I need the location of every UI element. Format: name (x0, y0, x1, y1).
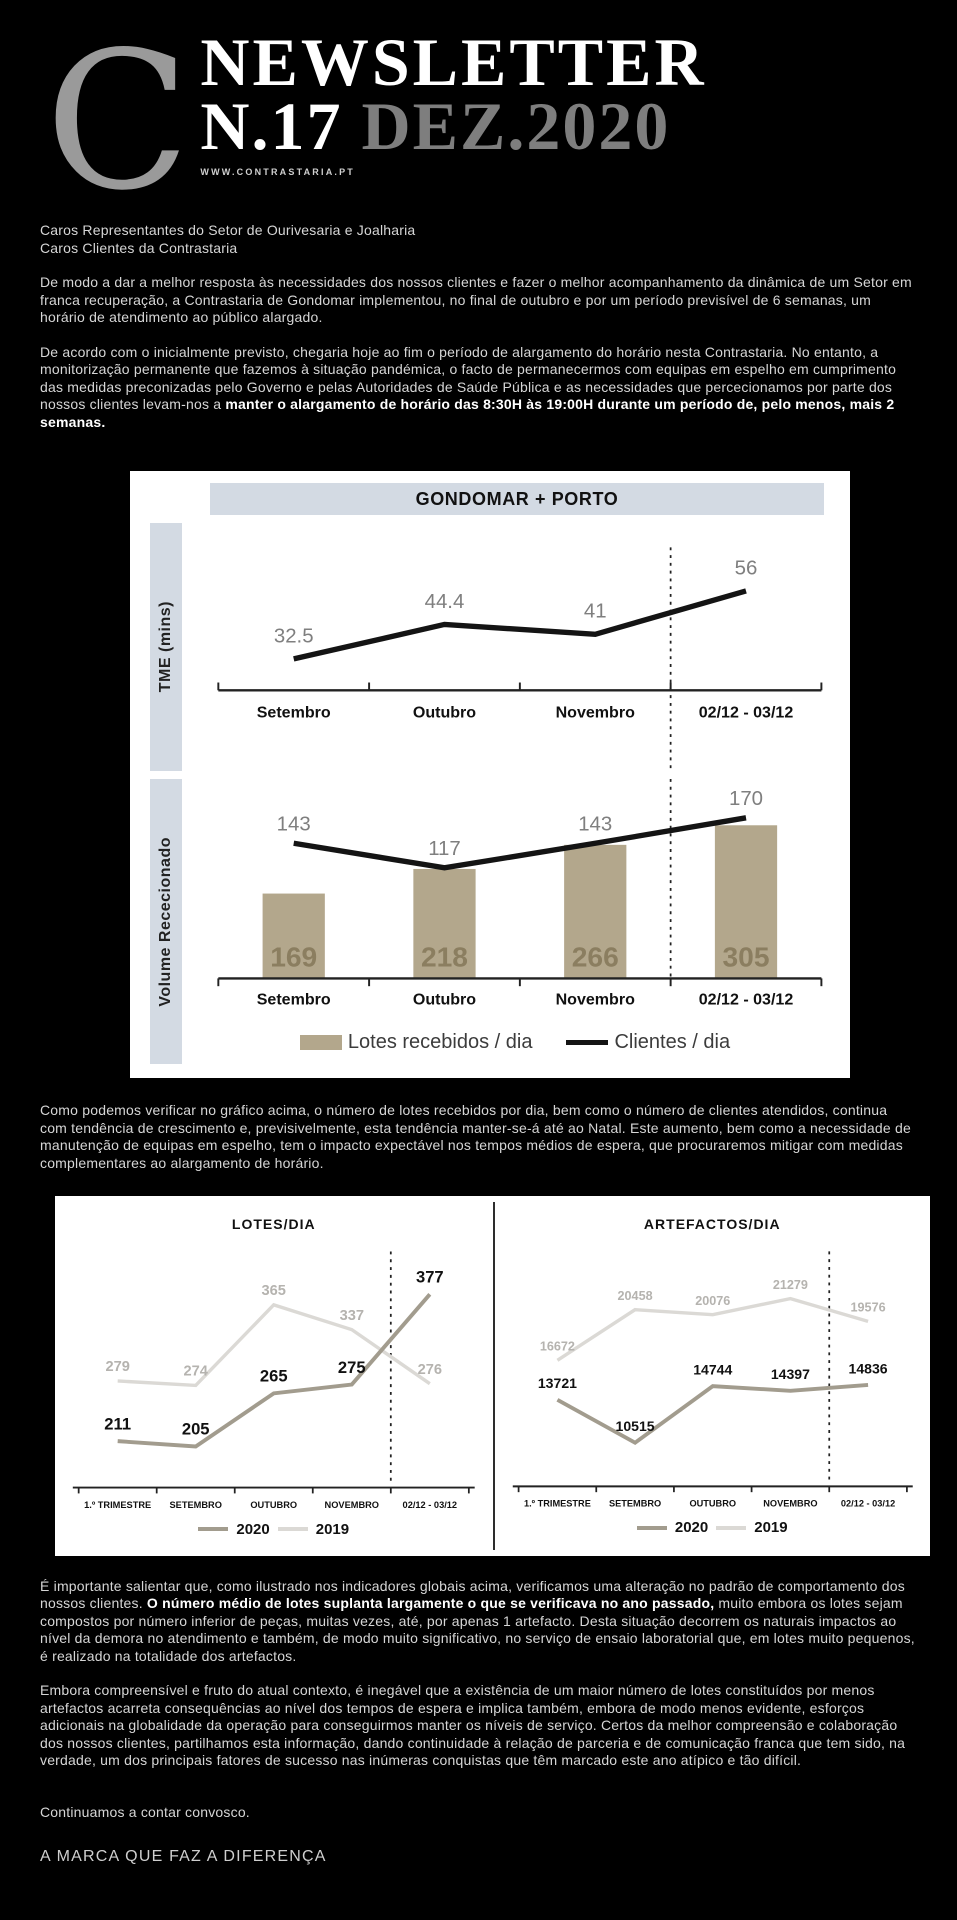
analysis-block (40, 1578, 917, 1770)
artefactos-legend (505, 1519, 921, 1544)
volume-axis-band (150, 779, 182, 1064)
site-url: WWW.CONTRASTARIA.PT (200, 167, 356, 177)
svg-text:19576: 19576 (850, 1300, 886, 1315)
svg-text:OUTUBRO: OUTUBRO (688, 1498, 736, 1509)
svg-text:Outubro: Outubro (412, 990, 477, 1009)
svg-text:170: 170 (728, 788, 764, 811)
greeting-line-1: Caros Representantes do Setor de Ourivesaria e Joalharia (40, 222, 416, 238)
analysis-paragraph-2 (40, 1682, 917, 1770)
tme-axis-band (150, 523, 182, 771)
analysis-p2-line1: Embora compreensível e fruto do atual contexto, é inegável que a existência de um maior número de lotes constituídos por menos artefactos acarreta consequências ao nível dos tempos de espera e implica também, embora de modo menos evidente, esforços adicionais na globalidade da operação para conseguirmos manter os níveis de serviço. (40, 1682, 875, 1734)
svg-text:Novembro: Novembro (555, 703, 635, 722)
svg-text:305: 305 (722, 940, 770, 973)
svg-text:02/12 - 03/12: 02/12 - 03/12 (840, 1498, 895, 1509)
artefactos-title: ARTEFACTOS/DIA (643, 1216, 781, 1233)
bar-swatch-icon (300, 1035, 342, 1050)
tme-section (146, 523, 836, 771)
svg-text:117: 117 (428, 838, 461, 861)
newsletter-title: NEWSLETTER (200, 24, 707, 100)
svg-text:Setembro: Setembro (256, 703, 331, 722)
chart-lotes-dia (55, 1202, 493, 1550)
line-2019-swatch-icon (716, 1526, 746, 1530)
analysis-p2-line2: Certos da melhor compreensão e colaboração dos nossos clientes, partilhamos esta informação, dando continuidade à relação de parceria e de comunicação franca que tem sido, na verdade, um dos principais fatores de sucesso nas inúmeras conquistas que têm marcado este ano atípico e tão difícil. (40, 1717, 906, 1769)
svg-text:205: 205 (181, 1419, 210, 1439)
volume-axis-label: Volume Rececionado (157, 836, 174, 1007)
volume-bar-line-chart (194, 779, 836, 1027)
svg-text:274: 274 (183, 1363, 208, 1380)
chart1-legend (194, 1031, 836, 1054)
svg-text:41: 41 (583, 600, 607, 623)
chart1-title: GONDOMAR + PORTO (210, 483, 824, 515)
svg-text:377: 377 (415, 1267, 444, 1287)
legend-2019-label: 2019 (754, 1519, 788, 1537)
svg-text:13721: 13721 (537, 1375, 577, 1392)
after-chart1-paragraph: Como podemos verificar no gráfico acima, o número de lotes recebidos por dia, bem como o número de clientes atendidos, continua com tendência de crescimento e, previsivelmente, esta tendência manter-se-á até ao Natal. Este aumento, bem como a necessidade de manutenção de equipas em espelho, tem o impacto expectável nos tempos médios de espera, que procuraremos mitigar com medidas complementares ao alargamento de horário. (40, 1102, 911, 1171)
svg-text:10515: 10515 (615, 1418, 655, 1435)
svg-text:SETEMBRO: SETEMBRO (608, 1498, 661, 1509)
svg-text:44.4: 44.4 (424, 590, 465, 613)
svg-text:SETEMBRO: SETEMBRO (169, 1500, 222, 1511)
line-2020-swatch-icon (198, 1527, 228, 1531)
svg-text:276: 276 (417, 1361, 443, 1378)
intro-paragraph-2: De acordo com o inicialmente previsto, chegaria hoje ao fim o período de alargamento do horário nesta Contrastaria. No entanto, a monitorização permanente que fazemos à situação pandémica, o facto de permanecermos com equipas em espelho em cumprimento das medidas preconizadas pelo Governo e pelas Autoridades de Saúde Pública e as necessidades que percecionamos por parte dos nossos clientes levam-nos a manter o alargamento de horário das 8:30H às 19:00H durante um período de, pelo menos, mais 2 semanas. (40, 343, 897, 430)
greeting-line-2: Caros Clientes da Contrastaria (40, 239, 238, 256)
masthead-text (200, 24, 707, 177)
svg-text:OUTUBRO: OUTUBRO (250, 1500, 298, 1511)
bold-schedule-note: manter o alargamento de horário das 8:30H às 19:00H durante um período de, pelo menos, mais 2 semanas. (40, 396, 895, 430)
analysis-paragraph-1: É importante salientar que, como ilustrado nos indicadores globais acima, verificamos uma alteração no padrão de comportamento dos nossos clientes. O número médio de lotes suplanta largamente o que se verificava no ano passado, muito embora os lotes sejam compostos por número inferior de peças, muitas vezes, até, por apenas 1 artefacto. Desta situação decorrem os naturais impactos ao nível da demora no atendimento e também, de modo muito significativo, no serviço de ensaio laboratorial que, em lotes muito pequenos, é realizado na totalidade dos artefactos. (40, 1577, 915, 1664)
svg-text:02/12 - 03/12: 02/12 - 03/12 (402, 1500, 458, 1511)
line-2019-swatch-icon (278, 1527, 308, 1531)
closing-line: Continuamos a contar convosco. (40, 1803, 250, 1820)
svg-text:279: 279 (105, 1359, 130, 1376)
lotes-title: LOTES/DIA (231, 1216, 316, 1233)
tme-line-chart (194, 523, 836, 771)
legend-clientes-label: Clientes / dia (614, 1031, 731, 1054)
tme-axis-label: TME (mins) (157, 601, 174, 693)
svg-text:265: 265 (259, 1366, 288, 1386)
svg-text:169: 169 (270, 940, 318, 973)
svg-text:218: 218 (420, 940, 468, 973)
svg-text:1.º TRIMESTRE: 1.º TRIMESTRE (523, 1498, 591, 1509)
legend-2020-label: 2020 (236, 1520, 270, 1538)
svg-text:14836: 14836 (848, 1360, 888, 1377)
line-2020-swatch-icon (637, 1526, 667, 1530)
svg-text:56: 56 (734, 557, 758, 580)
svg-text:143: 143 (276, 813, 311, 836)
svg-text:337: 337 (339, 1307, 364, 1324)
chart-panel-gondomar-porto (130, 471, 850, 1078)
svg-text:NOVEMBRO: NOVEMBRO (324, 1500, 380, 1511)
line-swatch-icon (566, 1040, 608, 1045)
svg-text:16672: 16672 (539, 1339, 575, 1354)
greeting (40, 222, 917, 257)
bold-lotes-note: O número médio de lotes suplanta largamente o que se verificava no ano passado, (146, 1595, 715, 1612)
svg-text:1.º TRIMESTRE: 1.º TRIMESTRE (84, 1500, 152, 1511)
svg-text:Outubro: Outubro (412, 703, 477, 722)
legend-2020-label: 2020 (674, 1519, 709, 1537)
lotes-line-chart (65, 1232, 483, 1525)
brand-tagline: A MARCA QUE FAZ A DIFERENÇA (40, 1847, 327, 1865)
legend-lotes-label: Lotes recebidos / dia (347, 1031, 533, 1054)
svg-text:NOVEMBRO: NOVEMBRO (762, 1498, 818, 1509)
svg-text:21279: 21279 (772, 1277, 808, 1292)
svg-text:143: 143 (578, 813, 613, 836)
logo-c: C (45, 11, 191, 232)
legend-2019-label: 2019 (315, 1520, 350, 1538)
lotes-legend (65, 1521, 483, 1546)
svg-text:Setembro: Setembro (256, 990, 331, 1009)
svg-text:32.5: 32.5 (273, 625, 314, 648)
issue-line (200, 88, 706, 164)
svg-text:14744: 14744 (692, 1361, 732, 1378)
artefactos-line-chart (505, 1232, 921, 1523)
chart-artefactos-dia (493, 1202, 931, 1550)
issue-date: DEZ.2020 (361, 88, 671, 164)
issue-number: N.17 (200, 88, 343, 164)
svg-text:20458: 20458 (617, 1288, 653, 1303)
svg-text:14397: 14397 (770, 1366, 810, 1383)
volume-section (146, 779, 836, 1064)
svg-text:20076: 20076 (694, 1294, 730, 1309)
svg-text:02/12 - 03/12: 02/12 - 03/12 (698, 990, 794, 1009)
svg-text:02/12 - 03/12: 02/12 - 03/12 (698, 703, 794, 722)
svg-text:365: 365 (261, 1283, 286, 1300)
svg-text:266: 266 (571, 940, 619, 973)
svg-text:211: 211 (104, 1414, 132, 1434)
intro-block (40, 222, 917, 431)
svg-text:Novembro: Novembro (555, 990, 635, 1009)
chart-panel-daily-indicators (55, 1196, 930, 1556)
intro-paragraph-1: De modo a dar a melhor resposta às necessidades dos nossos clientes e fazer o melhor acompanhamento da dinâmica de um Setor em franca recuperação, a Contrastaria de Gondomar implementou, no final de outubro e por um período previsível de 6 semanas, um horário de atendimento ao público alargado. (40, 274, 912, 325)
svg-text:275: 275 (337, 1357, 366, 1377)
